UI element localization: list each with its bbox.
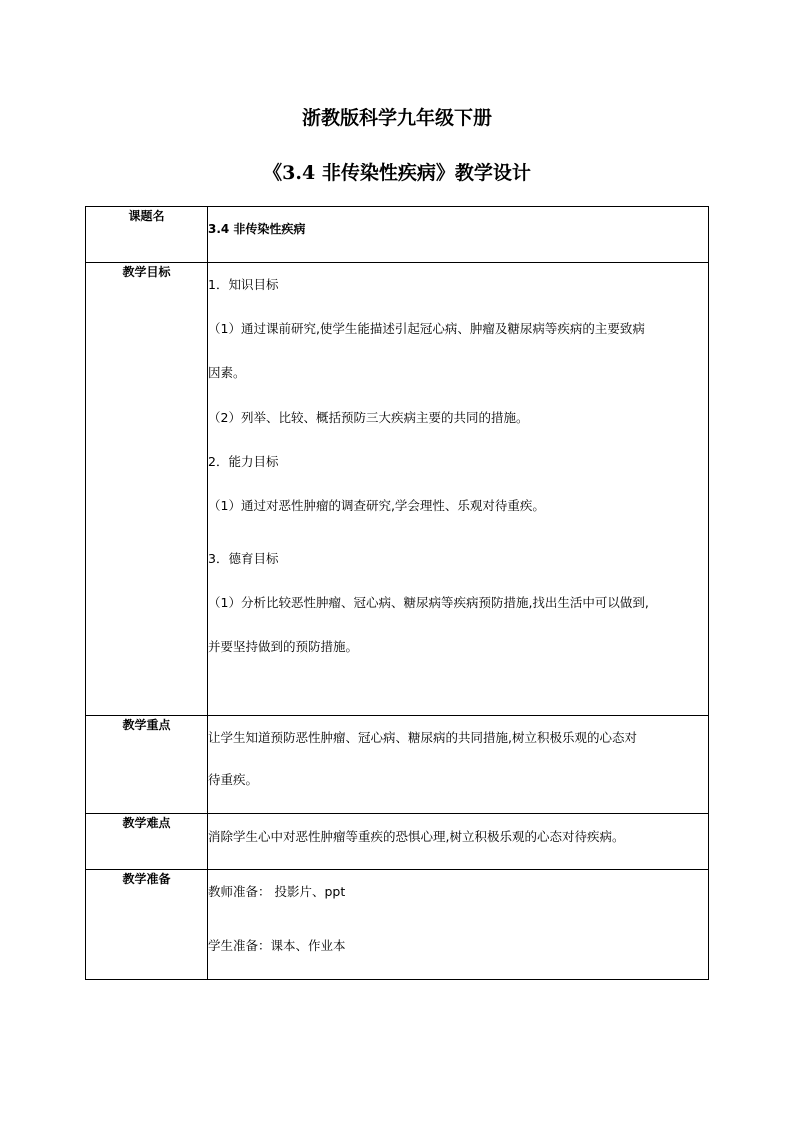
table-row-difficulties <box>86 814 709 870</box>
topic-cell <box>208 207 709 263</box>
objective-line: （2）列举、比较、概括预防三大疾病主要的共同的措施。 <box>208 410 529 425</box>
topic-value: 3.4 非传染性疾病 <box>208 222 306 236</box>
objective-line: （1）通过对恶性肿瘤的调查研究,学会理性、乐观对待重疾。 <box>208 498 545 513</box>
key-point-line: 让学生知道预防恶性肿瘤、冠心病、糖尿病的共同措施,树立积极乐观的心态对 <box>208 730 637 745</box>
preparation-cell <box>208 870 709 980</box>
objective-line: （1）分析比较恶性肿瘤、冠心病、糖尿病等疾病预防措施,找出生活中可以做到, <box>208 595 649 610</box>
difficulties-label: 教学难点 <box>86 814 208 870</box>
table-row-key-points <box>86 716 709 814</box>
objective-line: （1）通过课前研究,使学生能描述引起冠心病、肿瘤及糖尿病等疾病的主要致病 <box>208 321 645 336</box>
objective-line: 因素。 <box>208 365 246 380</box>
objective-line: 1．知识目标 <box>208 277 279 292</box>
table-row-preparation <box>86 870 709 980</box>
table-row-topic <box>86 207 709 263</box>
difficulties-cell <box>208 814 709 870</box>
student-preparation: 学生准备：课本、作业本 <box>208 938 346 953</box>
key-points-cell <box>208 716 709 814</box>
key-point-line: 待重疾。 <box>208 772 259 787</box>
lesson-plan-table <box>85 206 709 980</box>
topic-label: 课题名 <box>86 207 208 263</box>
teacher-preparation: 教师准备： 投影片、ppt <box>208 884 346 899</box>
objective-line: 并要坚持做到的预防措施。 <box>208 639 359 654</box>
objectives-cell <box>208 263 709 716</box>
key-points-label: 教学重点 <box>86 716 208 814</box>
document-title: 浙教版科学九年级下册 <box>301 107 492 129</box>
preparation-label: 教学准备 <box>86 870 208 980</box>
objectives-label: 教学目标 <box>86 263 208 716</box>
objective-line: 3．德育目标 <box>208 551 279 566</box>
objective-line: 2．能力目标 <box>208 454 279 469</box>
table-row-objectives <box>86 263 709 716</box>
document-subtitle: 《3.4 非传染性疾病》教学设计 <box>263 162 531 184</box>
difficulties-value: 消除学生心中对恶性肿瘤等重疾的恐惧心理,树立积极乐观的心态对待疾病。 <box>208 829 625 844</box>
